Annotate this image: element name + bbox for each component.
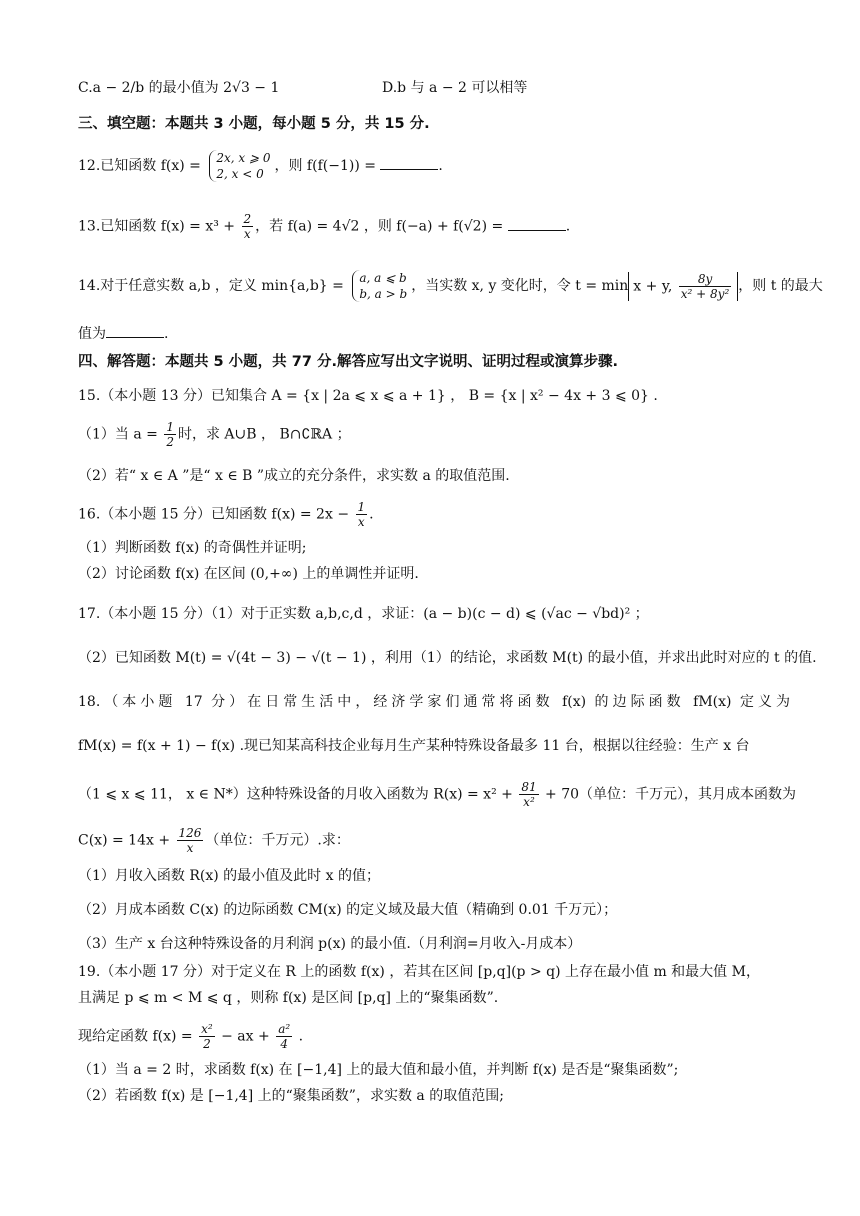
q16-frac-denominator: x [357,515,365,529]
q19-part-1: （1）当 a = 2 时，求函数 f(x) 在 [−1,4] 上的最大值和最小值，并判断 f(x) 是否是“聚集函数”; [78,1062,679,1078]
q12-piecewise [209,150,270,182]
q13-middle: ，若 f(a) = 4√2 ，则 f(−a) + f(√2) = [255,218,508,235]
q14-line2-text: 值为 [78,326,106,342]
q13-frac-denominator: x [243,227,251,241]
q14-middle: ，当实数 x, y 变化时，令 t = min [411,278,629,294]
q16-part-2: （2）讨论函数 f(x) 在区间 (0,+∞) 上的单调性并证明. [78,566,419,582]
q13-frac-numerator: 2 [243,212,252,226]
q19-frac1-numerator: x² [201,1022,213,1036]
section-4-heading: 四、解答题：本题共 5 小题，共 77 分.解答应写出文字说明、证明过程或演算步骤. [78,354,618,370]
q14-frac-numerator: 8y [679,272,732,287]
q14-answer-blank[interactable] [106,325,164,338]
q18-line-4 [78,826,790,855]
q19-line-1: 19.（本小题 17 分）对于定义在 R 上的函数 f(x) ，若其在区间 [p,q](p > q) 上存在最小值 m 和最大值 M， [78,964,760,980]
q18-line3-frac-denominator: x² [523,795,535,809]
q13-answer-blank[interactable] [508,218,566,231]
q18-line4-frac-numerator: 126 [178,826,202,840]
q18-part-3: （3）生产 x 台这种特殊设备的月利润 p(x) 的最小值.（月利润=月收入-月成本） [78,936,582,952]
q16-part-1: （1）判断函数 f(x) 的奇偶性并证明; [78,540,307,556]
q14-end: . [164,326,169,342]
q18-part-2: （2）月成本函数 C(x) 的边际函数 CM(x) 的定义域及最大值（精确到 0.01 千万元）； [78,902,618,918]
q15-p1-frac-denominator: 2 [166,435,174,449]
q16-stem-prefix: 16.（本小题 15 分）已知函数 f(x) = 2x − [78,506,354,523]
q18-line3-prefix: （1 ⩽ x ⩽ 11， x ∈ N*）这种特殊设备的月收入函数为 R(x) = x² + [78,786,518,803]
q12-answer-blank[interactable] [380,157,438,170]
q19-part-2: （2）若函数 f(x) 是 [−1,4] 上的“聚集函数”，求实数 a 的取值范围; [78,1088,504,1104]
q13-prefix: 13.已知函数 f(x) = x³ + [78,218,240,235]
q19-frac2-denominator: 4 [280,1037,288,1051]
q12-case-2: 2, x < 0 [216,167,264,181]
q19-line3-end: . [294,1028,304,1045]
q18-line4-frac-denominator: x [186,841,194,855]
question-14 [78,270,823,302]
q19-fraction-2 [276,1022,292,1051]
q18-line-3 [78,780,797,809]
q19-line3-middle: − ax + [216,1028,275,1045]
question-14-line-2 [78,324,790,344]
question-12 [78,150,790,182]
q14-absolute-value [628,272,738,301]
q15-p1-fraction [164,420,176,449]
q19-frac2-numerator: a² [278,1022,291,1036]
q15-stem: 15.（本小题 13 分）已知集合 A = {x | 2a ⩽ x ⩽ a + 1} ， B = {x | x² − 4x + 3 ⩽ 0} . [78,388,658,404]
option-d: D.b 与 a − 2 可以相等 [382,80,528,96]
q18-line3-frac-numerator: 81 [521,780,537,794]
q13-end: . [565,218,571,235]
q14-prefix: 14.对于任意实数 a,b ，定义 min{a,b} = [78,278,349,294]
q12-suffix: ，则 f(f(−1)) = [274,158,381,174]
q15-part-2: （2）若“ x ∈ A ”是“ x ∈ B ”成立的充分条件，求实数 a 的取值范围. [78,468,510,484]
q15-p1-prefix: （1）当 a = [78,426,163,443]
q14-case-2: b, a > b [359,287,408,301]
q15-p1-suffix: 时，求 A∪B ， B∩∁ℝA ； [177,426,351,443]
q19-line-2: 且满足 p ⩽ m < M ⩽ q ，则称 f(x) 是区间 [p,q] 上的“聚集函数”. [78,990,499,1006]
q18-line-2: fM(x) = f(x + 1) − f(x) .现已知某高科技企业每月生产某种特殊设备最多 11 台，根据以往经验：生产 x 台 [78,738,750,754]
q12-end: . [438,158,443,174]
q14-abs-left: x + y, [633,278,677,294]
q18-line-1: 18.（本小题 17 分）在日常生活中，经济学家们通常将函数 f(x) 的边际函数 fM(x) 定义为 [78,694,790,710]
q19-fraction-1 [199,1022,215,1051]
q16-frac-numerator: 1 [357,500,366,514]
q18-line4-prefix: C(x) = 14x + [78,832,175,849]
question-16 [78,500,790,529]
q19-frac1-denominator: 2 [203,1037,211,1051]
q12-case-1: 2x, x ⩾ 0 [216,151,271,165]
q16-stem-end: . [369,506,374,523]
q14-suffix: ，则 t 的最大 [738,278,823,294]
q14-case-1: a, a ⩽ b [359,271,407,285]
q15-part-1 [78,420,790,449]
q12-prefix: 12.已知函数 f(x) = [78,158,206,174]
section-3-heading: 三、填空题：本题共 3 小题，每小题 5 分，共 15 分. [78,116,430,132]
q14-frac-denominator: x² + 8y² [680,286,730,301]
option-c: C.a − 2/b 的最小值为 2√3 − 1 [78,80,280,96]
q13-fraction [242,212,254,241]
q19-line-3 [78,1022,790,1051]
q16-fraction [356,500,368,529]
q18-line3-fraction [519,780,538,809]
q17-part-2: （2）已知函数 M(t) = √(4t − 3) − √(t − 1) ，利用（1）的结论，求函数 M(t) 的最小值，并求出此时对应的 t 的值. [78,650,817,666]
q18-part-1: （1）月收入函数 R(x) 的最小值及此时 x 的值； [78,868,380,884]
q19-line3-prefix: 现给定函数 f(x) = [78,1028,198,1045]
q15-p1-frac-numerator: 1 [166,420,174,434]
q14-piecewise [352,270,407,302]
q14-fraction [679,272,732,301]
q18-line4-suffix: （单位：千万元）.求： [205,832,350,849]
question-13 [78,212,790,241]
q18-line3-suffix: + 70（单位：千万元），其月成本函数为 [540,786,797,803]
q17-stem: 17.（本小题 15 分）（1）对于正实数 a,b,c,d ，求证：(a − b)(c − d) ⩽ (√ac − √bd)² ； [78,606,649,622]
q18-line4-fraction [177,826,204,855]
